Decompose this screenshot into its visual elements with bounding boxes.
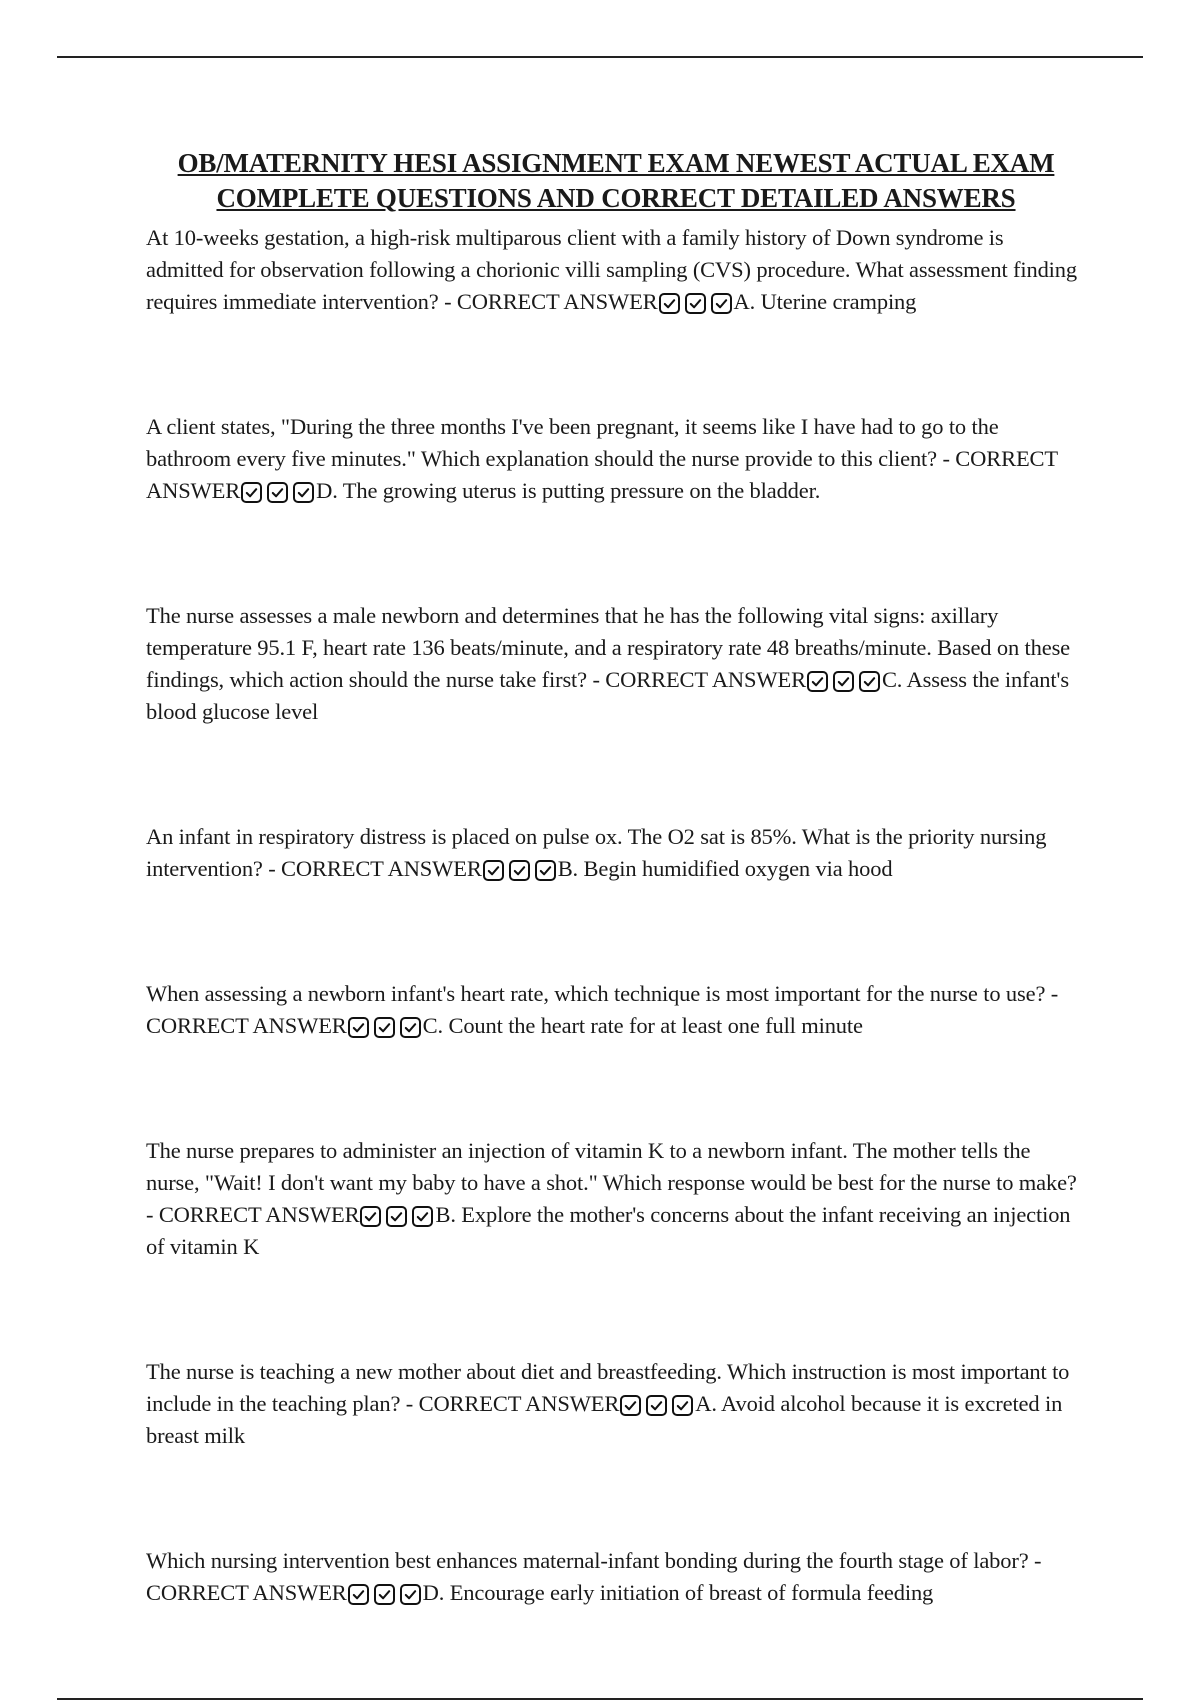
checkbox-checked-icon <box>374 1017 395 1038</box>
checkbox-checked-icon <box>386 1206 407 1227</box>
question-text: At 10-weeks gestation, a high-risk multiparous client with a family history of Down syndrome is admitted for observation following a chorionic villi sampling (CVS) procedure. What assessment finding requires immediate intervention? <box>146 225 1077 314</box>
checkbox-checked-icon <box>348 1584 369 1605</box>
checkbox-checked-icon <box>412 1206 433 1227</box>
qa-item <box>146 1135 1086 1263</box>
checkbox-checked-icon <box>374 1584 395 1605</box>
title-line-1: OB/MATERNITY HESI ASSIGNMENT EXAM NEWEST ACTUAL EXAM <box>177 148 1055 178</box>
answer-marker: - CORRECT ANSWER <box>146 1548 1042 1605</box>
checkbox-checked-icon <box>659 293 680 314</box>
checkbox-checked-icon <box>807 671 828 692</box>
checkbox-checked-icon <box>711 293 732 314</box>
qa-item <box>146 411 1086 507</box>
answer-text: A. Uterine cramping <box>733 289 917 314</box>
qa-item <box>146 600 1086 728</box>
checkbox-checked-icon <box>400 1017 421 1038</box>
check-group <box>348 1584 421 1605</box>
answer-marker: - CORRECT ANSWER <box>146 446 1058 503</box>
checkbox-checked-icon <box>241 482 262 503</box>
qa-item <box>146 978 1086 1042</box>
checkbox-checked-icon <box>859 671 880 692</box>
answer-text: A. Avoid alcohol because it is excreted in breast milk <box>146 1391 1063 1448</box>
checkbox-checked-icon <box>646 1395 667 1416</box>
answer-text: C. Assess the infant's blood glucose level <box>146 667 1069 724</box>
qa-item <box>146 1545 1086 1609</box>
header-rule <box>57 56 1143 58</box>
check-group <box>241 482 314 503</box>
checkbox-checked-icon <box>348 1017 369 1038</box>
check-group <box>620 1395 693 1416</box>
answer-marker: - CORRECT ANSWER <box>146 981 1059 1038</box>
answer-marker: - CORRECT ANSWER <box>438 289 658 314</box>
document-title <box>146 146 1086 216</box>
checkbox-checked-icon <box>293 482 314 503</box>
checkbox-checked-icon <box>360 1206 381 1227</box>
checkbox-checked-icon <box>833 671 854 692</box>
answer-text: D. Encourage early initiation of breast of formula feeding <box>422 1580 934 1605</box>
checkbox-checked-icon <box>267 482 288 503</box>
question-text: Which nursing intervention best enhances maternal-infant bonding during the fourth stage of labor? <box>146 1548 1029 1573</box>
check-group <box>659 293 732 314</box>
answer-text: B. Explore the mother's concerns about the infant receiving an injection of vitamin K <box>146 1202 1071 1259</box>
answer-text: B. Begin humidified oxygen via hood <box>557 856 893 881</box>
question-text: An infant in respiratory distress is placed on pulse ox. The O2 sat is 85%. What is the priority nursing intervention? <box>146 824 1047 881</box>
check-group <box>483 860 556 881</box>
question-text: The nurse is teaching a new mother about diet and breastfeeding. Which instruction is most important to include in the teaching plan? <box>146 1359 1070 1416</box>
qa-list <box>146 222 1086 1609</box>
answer-marker: - CORRECT ANSWER <box>587 667 806 692</box>
checkbox-checked-icon <box>400 1584 421 1605</box>
checkbox-checked-icon <box>483 860 504 881</box>
answer-text: C. Count the heart rate for at least one full minute <box>422 1013 863 1038</box>
answer-text: D. The growing uterus is putting pressure on the bladder. <box>316 478 821 503</box>
qa-item <box>146 222 1086 318</box>
question-text: The nurse prepares to administer an injection of vitamin K to a newborn infant. The mother tells the nurse, "Wait! I don't want my baby to have a shot." Which response would be best for the nurse to make? <box>146 1138 1077 1195</box>
check-group <box>360 1206 433 1227</box>
answer-marker: - CORRECT ANSWER <box>400 1391 620 1416</box>
answer-marker: - CORRECT ANSWER <box>262 856 482 881</box>
check-group <box>348 1017 421 1038</box>
question-text: A client states, "During the three months I've been pregnant, it seems like I have had to go to the bathroom every five minutes." Which explanation should the nurse provide to this client? <box>146 414 999 471</box>
question-text: When assessing a newborn infant's heart rate, which technique is most important for the nurse to use? <box>146 981 1046 1006</box>
qa-item <box>146 821 1086 885</box>
question-text: The nurse assesses a male newborn and determines that he has the following vital signs: axillary temperature 95.1 F, heart rate 136 beats/minute, and a respiratory rate 48 breaths/minute. Based on these findings, which action should the nurse take first? <box>146 603 1071 692</box>
qa-item <box>146 1356 1086 1452</box>
checkbox-checked-icon <box>509 860 530 881</box>
answer-marker: - CORRECT ANSWER <box>146 1202 360 1227</box>
check-group <box>807 671 880 692</box>
checkbox-checked-icon <box>620 1395 641 1416</box>
checkbox-checked-icon <box>535 860 556 881</box>
checkbox-checked-icon <box>672 1395 693 1416</box>
document-page <box>146 146 1086 1702</box>
checkbox-checked-icon <box>685 293 706 314</box>
title-line-2: COMPLETE QUESTIONS AND CORRECT DETAILED ANSWERS <box>216 183 1016 213</box>
